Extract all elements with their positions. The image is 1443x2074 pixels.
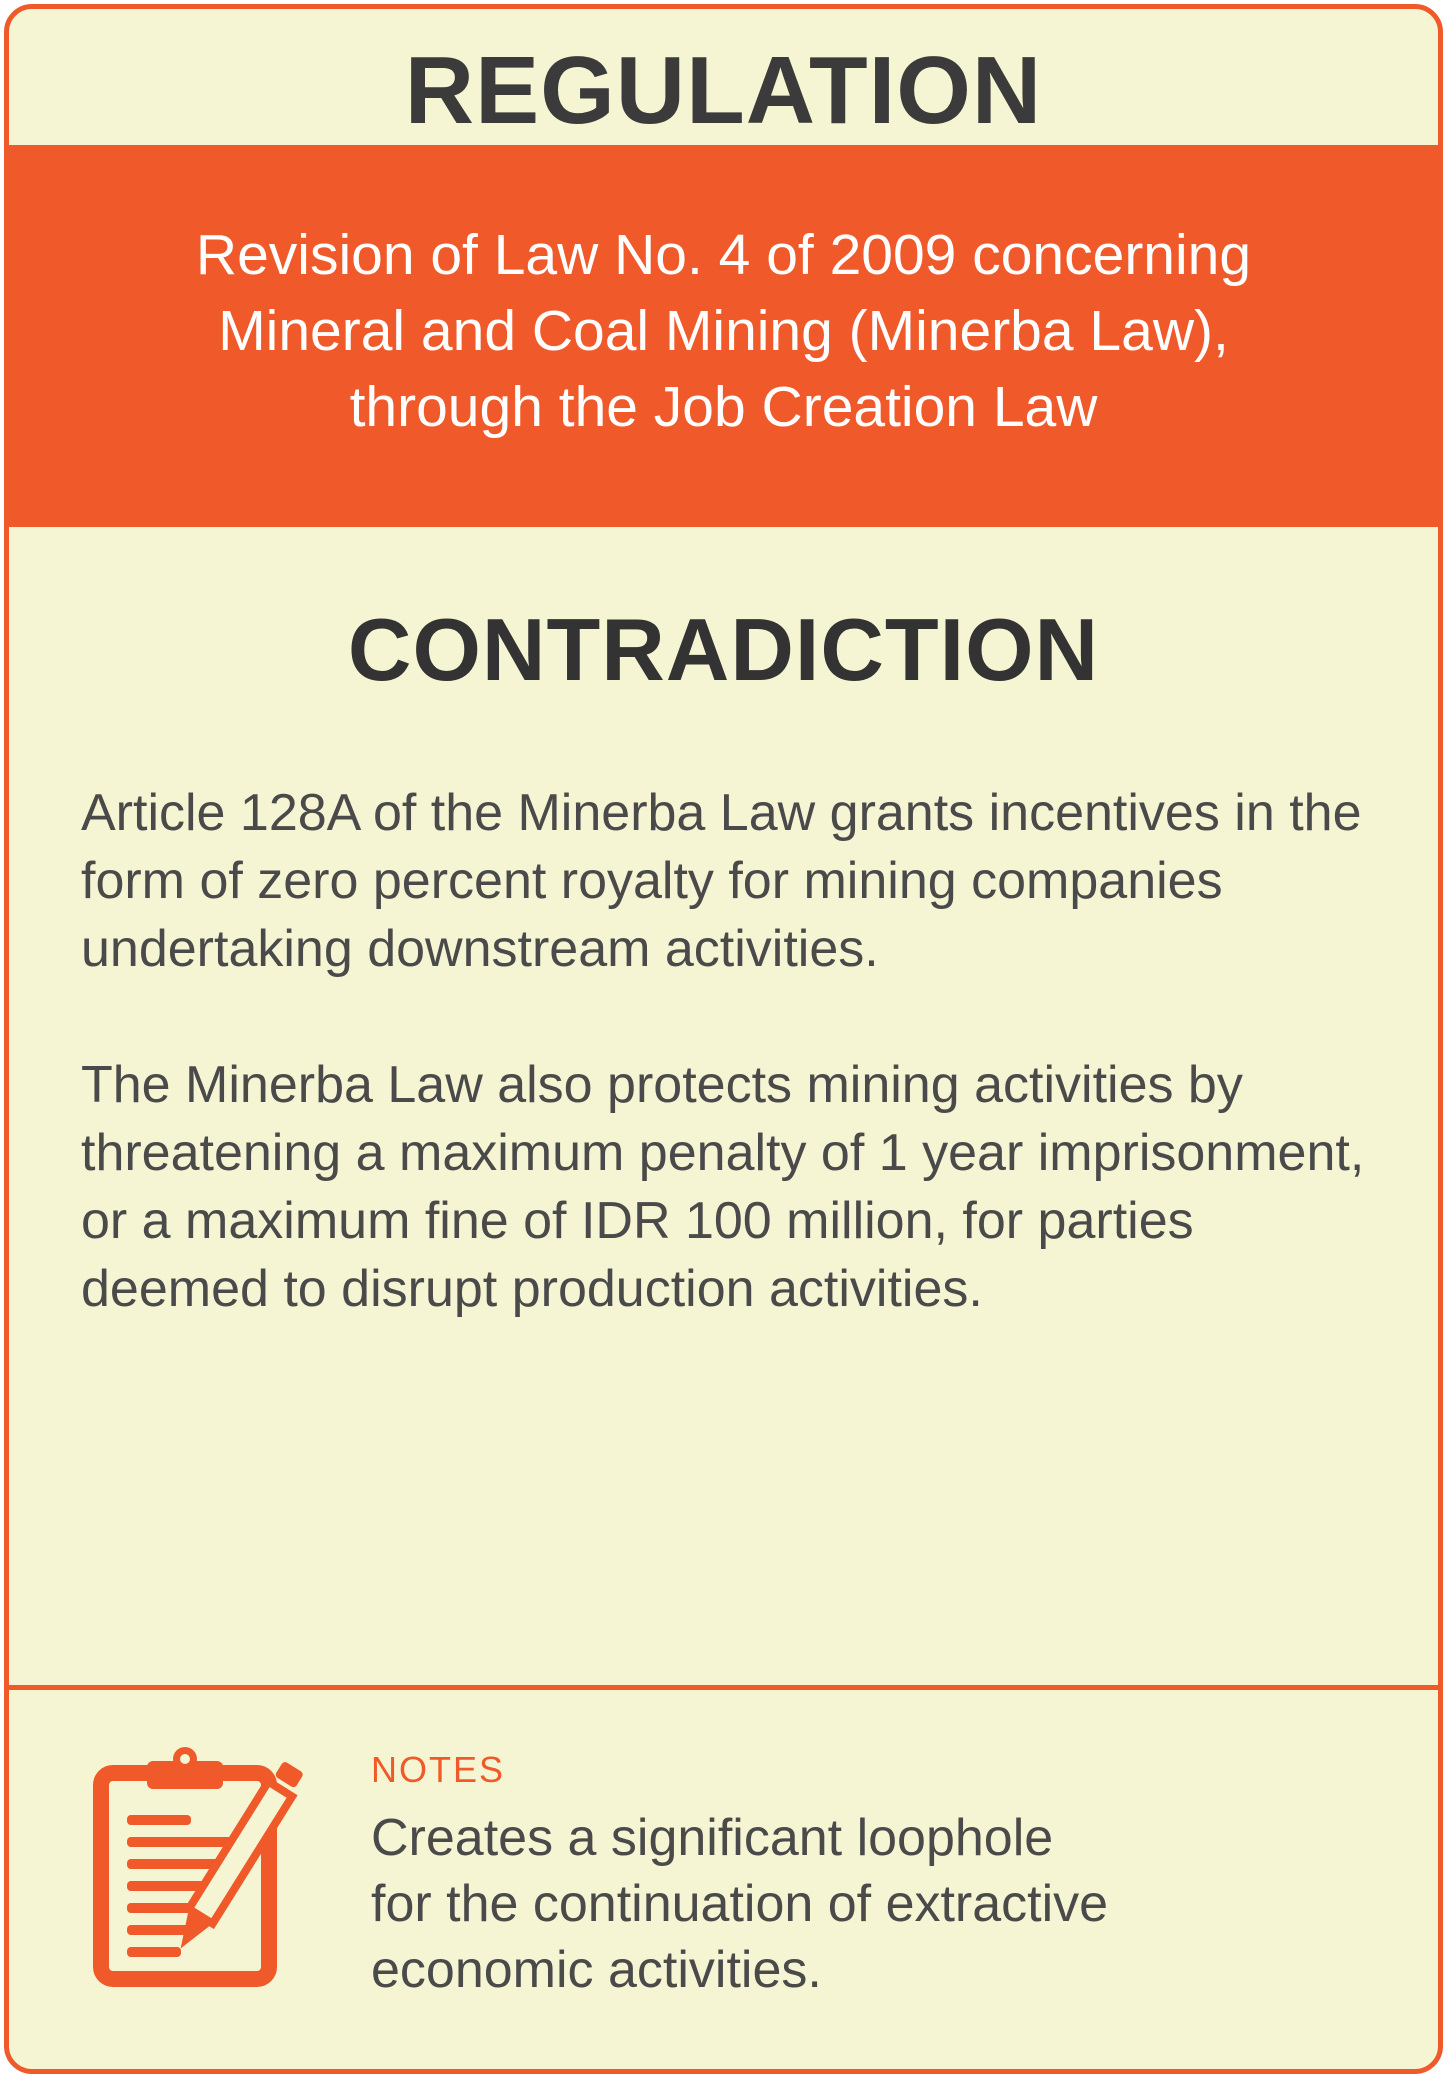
contradiction-heading: CONTRADICTION bbox=[347, 600, 1100, 699]
contradiction-paragraph: Article 128A of the Minerba Law grants incentives in the form of zero percent royalty for mining companies undertaking downstream activities. bbox=[81, 784, 1362, 978]
notes-label: NOTES bbox=[371, 1749, 506, 1790]
section-divider bbox=[9, 1685, 1438, 1690]
clipboard-pencil-icon bbox=[89, 1747, 329, 2007]
regulation-band bbox=[9, 145, 1438, 527]
notes-line: economic activities. bbox=[371, 1941, 822, 1999]
notes-text bbox=[371, 1805, 1371, 2003]
regulation-line: through the Job Creation Law bbox=[349, 375, 1098, 439]
regulation-text bbox=[69, 217, 1378, 445]
regulation-line: Mineral and Coal Mining (Minerba Law), bbox=[218, 299, 1229, 363]
contradiction-body bbox=[81, 779, 1371, 1391]
regulation-heading: REGULATION bbox=[404, 37, 1043, 144]
regulation-line: Revision of Law No. 4 of 2009 concerning bbox=[195, 223, 1252, 287]
contradiction-paragraph: The Minerba Law also protects mining activities by threatening a maximum penalty of 1 year imprisonment, or a maximum fine of IDR 100 million, for parties deemed to disrupt production activities. bbox=[81, 1056, 1365, 1318]
notes-line: Creates a significant loophole bbox=[371, 1809, 1054, 1867]
notes-line: for the continuation of extractive bbox=[371, 1875, 1109, 1933]
regulation-card bbox=[4, 4, 1443, 2074]
